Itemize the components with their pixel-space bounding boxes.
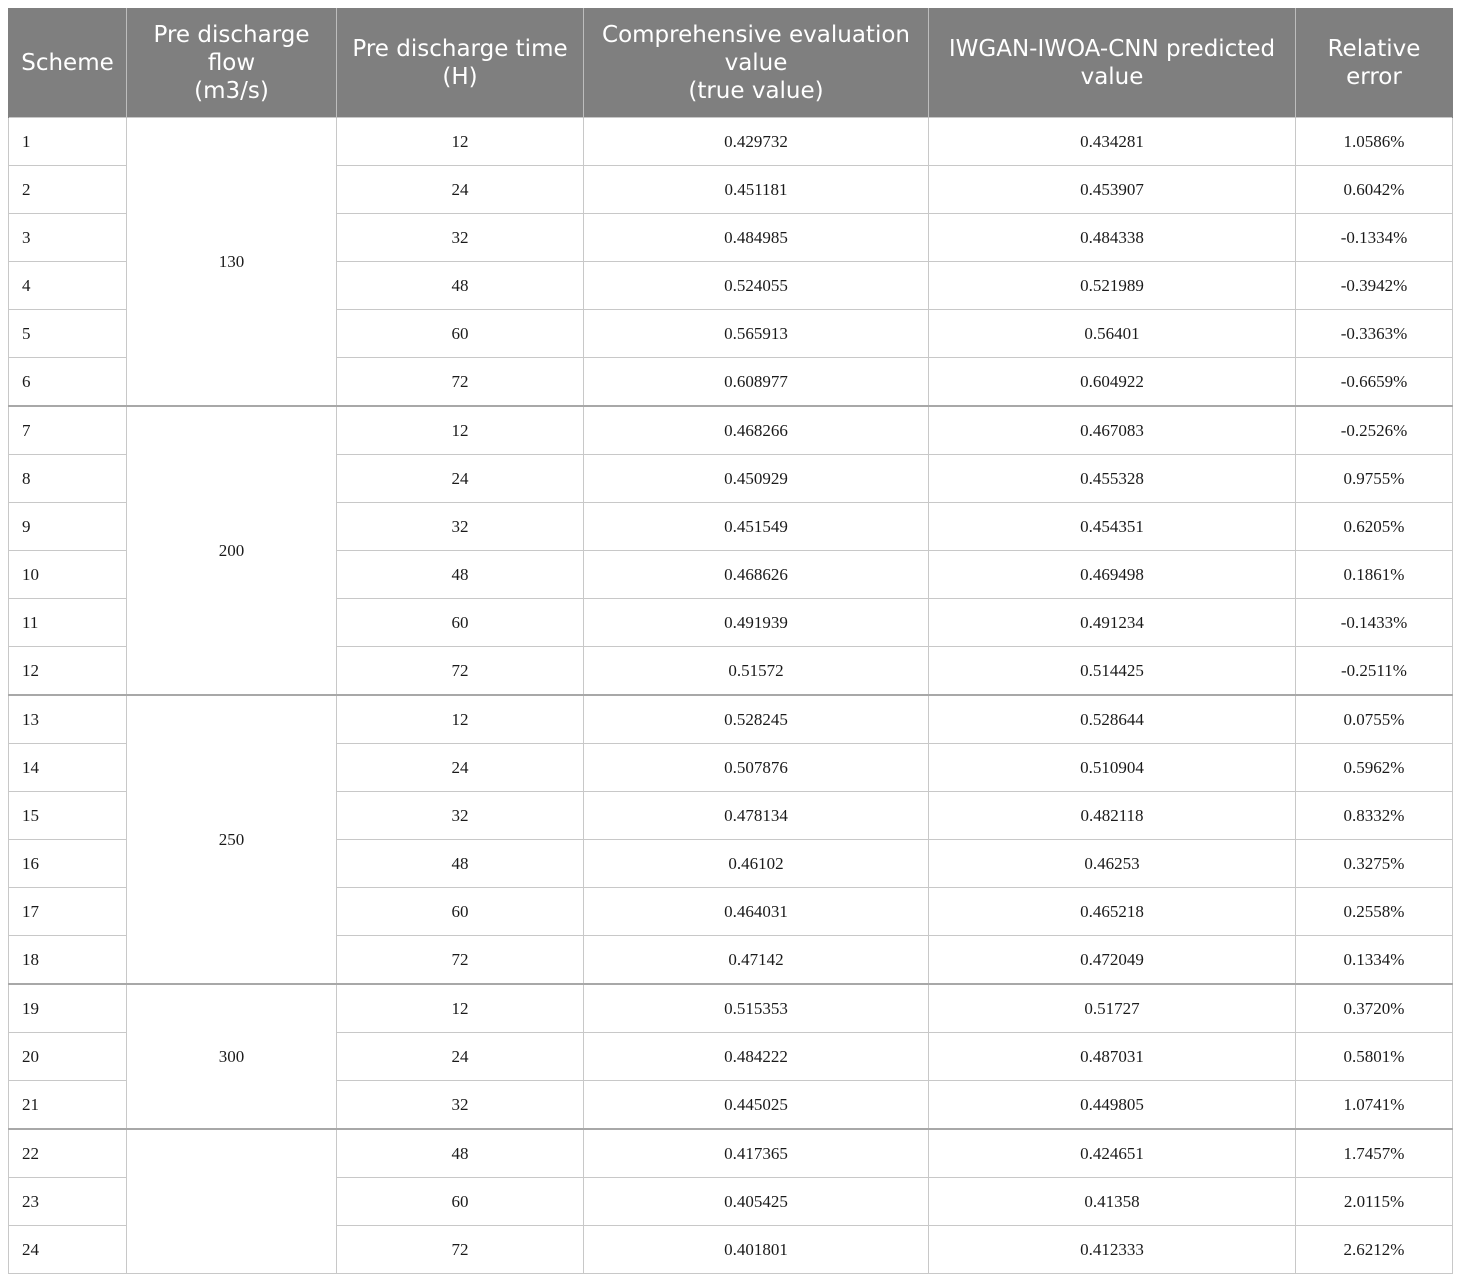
predicted-value-cell: 0.454351: [929, 503, 1296, 551]
true-value-cell: 0.451549: [584, 503, 929, 551]
true-value-cell: 0.507876: [584, 744, 929, 792]
relative-error-cell: -0.3942%: [1296, 262, 1453, 310]
flow-cell: 130: [127, 118, 337, 407]
flow-cell: 250: [127, 695, 337, 984]
scheme-cell: 4: [9, 262, 127, 310]
time-cell: 12: [337, 695, 584, 744]
table-row: [9, 1129, 1453, 1178]
scheme-cell: 7: [9, 406, 127, 455]
predicted-value-cell: 0.487031: [929, 1033, 1296, 1081]
header-relative-error: Relative error: [1296, 8, 1453, 118]
predicted-value-cell: 0.484338: [929, 214, 1296, 262]
time-cell: 24: [337, 1033, 584, 1081]
scheme-cell: 22: [9, 1129, 127, 1178]
true-value-cell: 0.47142: [584, 936, 929, 985]
table-row: [9, 984, 1453, 1033]
time-cell: 60: [337, 310, 584, 358]
time-cell: 32: [337, 792, 584, 840]
relative-error-cell: 0.9755%: [1296, 455, 1453, 503]
predicted-value-cell: 0.510904: [929, 744, 1296, 792]
true-value-cell: 0.401801: [584, 1226, 929, 1274]
scheme-cell: 6: [9, 358, 127, 407]
time-cell: 72: [337, 647, 584, 696]
true-value-cell: 0.464031: [584, 888, 929, 936]
time-cell: 32: [337, 1081, 584, 1130]
table-body: [9, 118, 1453, 1274]
table-row: [9, 406, 1453, 455]
time-cell: 60: [337, 888, 584, 936]
flow-cell: [127, 1129, 337, 1274]
scheme-cell: 23: [9, 1178, 127, 1226]
predicted-value-cell: 0.482118: [929, 792, 1296, 840]
relative-error-cell: 2.6212%: [1296, 1226, 1453, 1274]
time-cell: 24: [337, 744, 584, 792]
predicted-value-cell: 0.491234: [929, 599, 1296, 647]
scheme-cell: 19: [9, 984, 127, 1033]
header-pre-discharge-flow: Pre discharge flow (m3/s): [127, 8, 337, 118]
scheme-cell: 1: [9, 118, 127, 166]
relative-error-cell: 0.8332%: [1296, 792, 1453, 840]
scheme-cell: 21: [9, 1081, 127, 1130]
relative-error-cell: 0.3720%: [1296, 984, 1453, 1033]
predicted-value-cell: 0.465218: [929, 888, 1296, 936]
predicted-value-cell: 0.514425: [929, 647, 1296, 696]
table-row: [9, 695, 1453, 744]
time-cell: 72: [337, 358, 584, 407]
predicted-value-cell: 0.434281: [929, 118, 1296, 166]
relative-error-cell: 1.0586%: [1296, 118, 1453, 166]
time-cell: 72: [337, 936, 584, 985]
predicted-value-cell: 0.56401: [929, 310, 1296, 358]
table-row: [9, 118, 1453, 166]
time-cell: 24: [337, 166, 584, 214]
predicted-value-cell: 0.412333: [929, 1226, 1296, 1274]
header-scheme: Scheme: [9, 8, 127, 118]
true-value-cell: 0.417365: [584, 1129, 929, 1178]
predicted-value-cell: 0.51727: [929, 984, 1296, 1033]
true-value-cell: 0.515353: [584, 984, 929, 1033]
true-value-cell: 0.450929: [584, 455, 929, 503]
relative-error-cell: -0.2511%: [1296, 647, 1453, 696]
relative-error-cell: 0.0755%: [1296, 695, 1453, 744]
true-value-cell: 0.491939: [584, 599, 929, 647]
scheme-cell: 20: [9, 1033, 127, 1081]
scheme-cell: 11: [9, 599, 127, 647]
true-value-cell: 0.46102: [584, 840, 929, 888]
predicted-value-cell: 0.604922: [929, 358, 1296, 407]
results-table-container: [8, 8, 1452, 1274]
true-value-cell: 0.468626: [584, 551, 929, 599]
scheme-evaluation-table: [8, 8, 1453, 1274]
time-cell: 48: [337, 840, 584, 888]
scheme-cell: 8: [9, 455, 127, 503]
flow-cell: 200: [127, 406, 337, 695]
scheme-cell: 16: [9, 840, 127, 888]
scheme-cell: 9: [9, 503, 127, 551]
relative-error-cell: -0.1334%: [1296, 214, 1453, 262]
relative-error-cell: -0.3363%: [1296, 310, 1453, 358]
true-value-cell: 0.484222: [584, 1033, 929, 1081]
true-value-cell: 0.468266: [584, 406, 929, 455]
true-value-cell: 0.565913: [584, 310, 929, 358]
time-cell: 12: [337, 984, 584, 1033]
predicted-value-cell: 0.41358: [929, 1178, 1296, 1226]
predicted-value-cell: 0.455328: [929, 455, 1296, 503]
relative-error-cell: 0.5962%: [1296, 744, 1453, 792]
time-cell: 48: [337, 262, 584, 310]
predicted-value-cell: 0.424651: [929, 1129, 1296, 1178]
time-cell: 60: [337, 599, 584, 647]
scheme-cell: 12: [9, 647, 127, 696]
scheme-cell: 2: [9, 166, 127, 214]
true-value-cell: 0.528245: [584, 695, 929, 744]
predicted-value-cell: 0.467083: [929, 406, 1296, 455]
scheme-cell: 17: [9, 888, 127, 936]
relative-error-cell: 1.7457%: [1296, 1129, 1453, 1178]
relative-error-cell: -0.2526%: [1296, 406, 1453, 455]
scheme-cell: 5: [9, 310, 127, 358]
time-cell: 60: [337, 1178, 584, 1226]
true-value-cell: 0.608977: [584, 358, 929, 407]
relative-error-cell: 0.1334%: [1296, 936, 1453, 985]
time-cell: 32: [337, 214, 584, 262]
scheme-cell: 18: [9, 936, 127, 985]
predicted-value-cell: 0.46253: [929, 840, 1296, 888]
flow-cell: 300: [127, 984, 337, 1129]
true-value-cell: 0.429732: [584, 118, 929, 166]
time-cell: 72: [337, 1226, 584, 1274]
true-value-cell: 0.51572: [584, 647, 929, 696]
relative-error-cell: -0.1433%: [1296, 599, 1453, 647]
time-cell: 48: [337, 1129, 584, 1178]
scheme-cell: 15: [9, 792, 127, 840]
predicted-value-cell: 0.521989: [929, 262, 1296, 310]
true-value-cell: 0.524055: [584, 262, 929, 310]
header-pre-discharge-time: Pre discharge time (H): [337, 8, 584, 118]
true-value-cell: 0.451181: [584, 166, 929, 214]
true-value-cell: 0.478134: [584, 792, 929, 840]
predicted-value-cell: 0.469498: [929, 551, 1296, 599]
relative-error-cell: 0.1861%: [1296, 551, 1453, 599]
relative-error-cell: 2.0115%: [1296, 1178, 1453, 1226]
header-row: [9, 8, 1453, 118]
true-value-cell: 0.484985: [584, 214, 929, 262]
time-cell: 48: [337, 551, 584, 599]
scheme-cell: 3: [9, 214, 127, 262]
header-comprehensive-evaluation: Comprehensive evaluation value (true value): [584, 8, 929, 118]
relative-error-cell: 0.3275%: [1296, 840, 1453, 888]
relative-error-cell: 0.2558%: [1296, 888, 1453, 936]
scheme-cell: 10: [9, 551, 127, 599]
relative-error-cell: 1.0741%: [1296, 1081, 1453, 1130]
predicted-value-cell: 0.453907: [929, 166, 1296, 214]
scheme-cell: 13: [9, 695, 127, 744]
table-header: [9, 8, 1453, 118]
predicted-value-cell: 0.449805: [929, 1081, 1296, 1130]
true-value-cell: 0.405425: [584, 1178, 929, 1226]
predicted-value-cell: 0.472049: [929, 936, 1296, 985]
predicted-value-cell: 0.528644: [929, 695, 1296, 744]
relative-error-cell: 0.6205%: [1296, 503, 1453, 551]
time-cell: 12: [337, 118, 584, 166]
true-value-cell: 0.445025: [584, 1081, 929, 1130]
relative-error-cell: 0.5801%: [1296, 1033, 1453, 1081]
header-predicted-value: IWGAN-IWOA-CNN predicted value: [929, 8, 1296, 118]
scheme-cell: 24: [9, 1226, 127, 1274]
time-cell: 24: [337, 455, 584, 503]
time-cell: 12: [337, 406, 584, 455]
relative-error-cell: 0.6042%: [1296, 166, 1453, 214]
time-cell: 32: [337, 503, 584, 551]
scheme-cell: 14: [9, 744, 127, 792]
relative-error-cell: -0.6659%: [1296, 358, 1453, 407]
